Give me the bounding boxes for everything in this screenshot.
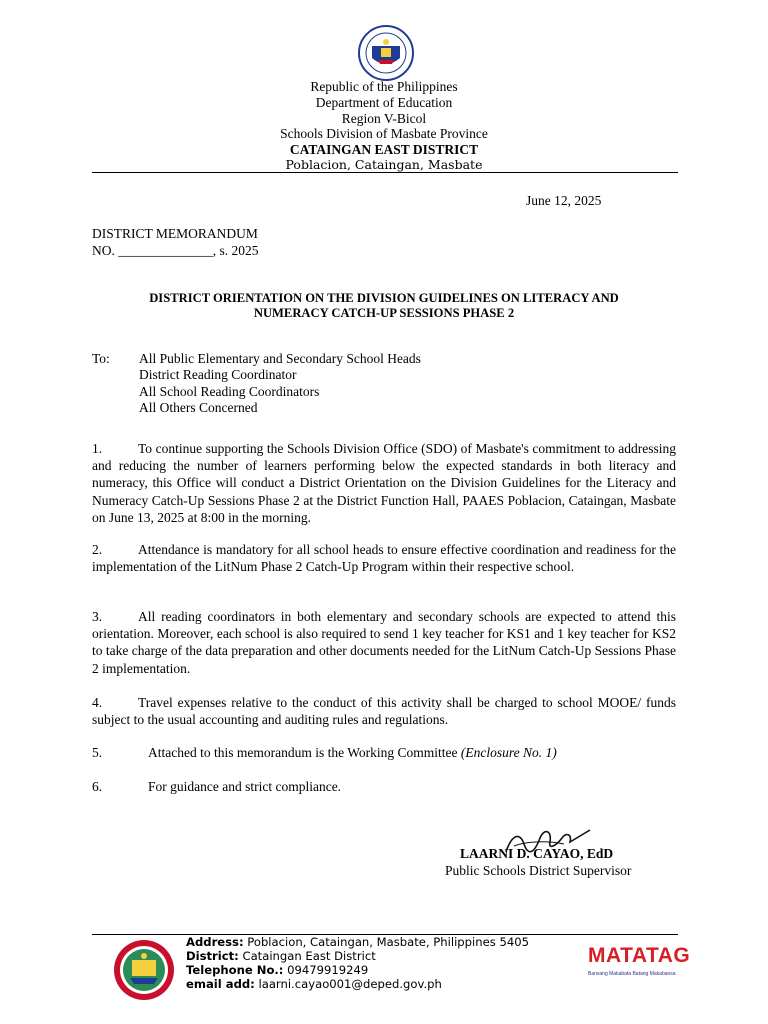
paragraph-number: 1. [92, 441, 103, 456]
header-district: CATAINGAN EAST DISTRICT [289, 142, 479, 157]
paragraph-2 [92, 541, 676, 575]
paragraph-text: Attached to this memorandum is the Working Committee [148, 745, 458, 760]
memo-number: NO. ______________, s. 2025 [92, 243, 259, 258]
matatag-tagline: Bansang Makabata Batang Makabansa [588, 971, 676, 977]
recipient-3: All School Reading Coordinators [139, 384, 320, 399]
footer-address-value: Poblacion, Cataingan, Masbate, Philippines 5405 [247, 935, 529, 949]
subject-line-1: DISTRICT ORIENTATION ON THE DIVISION GUIDELINES ON LITERACY AND [149, 291, 619, 305]
footer-address [186, 935, 529, 949]
memo-title: DISTRICT MEMORANDUM [92, 226, 258, 241]
header-department: Department of Education [315, 95, 453, 110]
header-division: Schools Division of Masbate Province [280, 126, 488, 141]
to-label: To: [92, 351, 110, 366]
paragraph-text: For guidance and strict compliance. [148, 779, 342, 794]
paragraph-6 [92, 778, 676, 795]
paragraph-number: 3. [92, 609, 103, 624]
paragraph-text: Attendance is mandatory for all school heads to ensure effective coordination and readiness for the implementation of the LitNum Phase 2 Catch-Up Program within their respective school. [92, 542, 676, 575]
deped-seal-logo [348, 24, 424, 82]
paragraph-text: All reading coordinators in both elementary and secondary schools are expected to attend this orientation. Moreover, each school is also required to send 1 key teacher for KS1 and 1 key teacher for KS2 to take charge of the data preparation and other documents needed for the LitNum Catch-Up Sessions Phase 2 implementation. [92, 609, 676, 676]
paragraph-number: 2. [92, 542, 103, 557]
recipient-4: All Others Concerned [139, 400, 258, 415]
division-seal-logo [112, 938, 176, 1002]
paragraph-4 [92, 694, 676, 728]
footer-email [186, 977, 442, 991]
paragraph-number: 5. [92, 745, 103, 760]
recipient-1: All Public Elementary and Secondary School Heads [139, 351, 421, 366]
paragraph-text: Travel expenses relative to the conduct of this activity shall be charged to school MOOE/ funds subject to the usual accounting and auditing rules and regulations. [92, 695, 676, 728]
footer-phone-label: Telephone No.: [186, 963, 284, 977]
header-address: Poblacion, Cataingan, Masbate [285, 157, 483, 172]
paragraph-3 [92, 608, 676, 677]
footer-address-label: Address: [186, 935, 244, 949]
recipient-2: District Reading Coordinator [139, 367, 297, 382]
paragraph-number: 6. [92, 779, 103, 794]
header-region: Region V-Bicol [341, 111, 427, 126]
subject-line-2: NUMERACY CATCH-UP SESSIONS PHASE 2 [253, 306, 515, 320]
paragraph-text: To continue supporting the Schools Division Office (SDO) of Masbate's commitment to addressing and reducing the number of learners performing below the expected standards in both literacy and numeracy, this Office will conduct a District Orientation on the Division Guidelines for the Literacy and Numeracy Catch-Up Sessions Phase 2 at the District Function Hall, PAAES Poblacion, Cataingan, Masbate on June 13, 2025 at 8:00 in the morning. [92, 441, 676, 525]
memo-date: June 12, 2025 [526, 193, 602, 208]
signatory-position: Public Schools District Supervisor [445, 863, 632, 878]
signatory-name: LAARNI D. CAYAO, EdD [460, 846, 614, 861]
footer-phone-value: 09479919249 [287, 963, 369, 977]
footer-district-value: Cataingan East District [242, 949, 376, 963]
matatag-wordmark: MATATAG [588, 944, 691, 967]
enclosure-reference: (Enclosure No. 1) [460, 745, 557, 760]
matatag-logo [582, 944, 691, 986]
footer-district-label: District: [186, 949, 239, 963]
footer-phone [186, 963, 368, 977]
header-republic: Republic of the Philippines [310, 79, 458, 94]
paragraph-number: 4. [92, 695, 103, 710]
paragraph-1 [92, 440, 676, 526]
footer-district [186, 949, 376, 963]
header-divider [92, 172, 678, 173]
footer-email-label: email add: [186, 977, 255, 991]
paragraph-5 [92, 744, 676, 761]
footer-email-value: laarni.cayao001@deped.gov.ph [258, 977, 442, 991]
